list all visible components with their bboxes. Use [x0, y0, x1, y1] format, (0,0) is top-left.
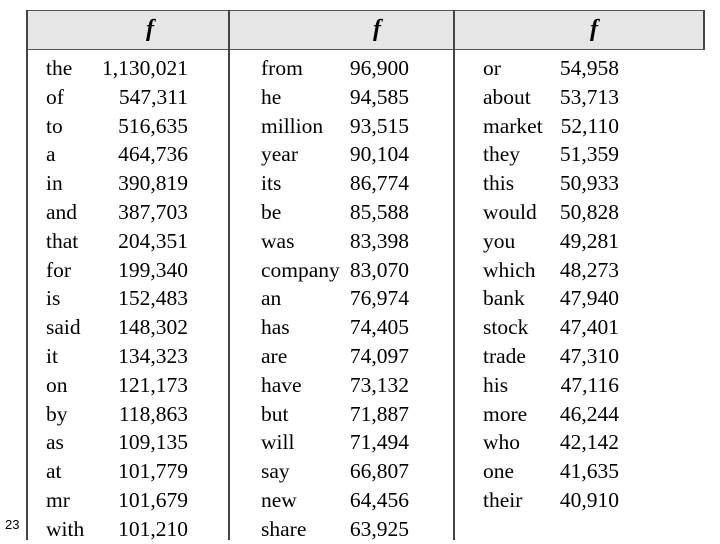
- frequency-cell: 42,142: [559, 430, 619, 455]
- word-cell: about: [483, 84, 531, 109]
- word-cell: by: [46, 401, 68, 426]
- word-cell: is: [46, 286, 61, 311]
- word-cell: has: [261, 315, 290, 340]
- word-cell: it: [46, 343, 58, 368]
- word-cell: to: [46, 113, 63, 138]
- word-cell: company: [261, 257, 340, 282]
- word-cell: a: [46, 142, 56, 167]
- frequency-cell: 76,974: [349, 286, 409, 311]
- column-divider: [453, 10, 455, 540]
- word-cell: will: [261, 430, 295, 455]
- frequency-cell: 199,340: [118, 257, 188, 282]
- frequency-cell: 63,925: [349, 516, 409, 541]
- frequency-cell: 86,774: [349, 171, 409, 196]
- column-divider: [228, 10, 230, 540]
- frequency-cell: 547,311: [118, 84, 188, 109]
- frequency-cell: 47,940: [559, 286, 619, 311]
- frequency-cell: 74,405: [349, 315, 409, 340]
- frequency-cell: 83,070: [349, 257, 409, 282]
- word-cell: they: [483, 142, 521, 167]
- frequency-cell: 148,302: [118, 315, 188, 340]
- word-cell: share: [261, 516, 307, 541]
- word-cell: new: [261, 487, 297, 512]
- word-cell: more: [483, 401, 528, 426]
- frequency-cell: 51,359: [559, 142, 619, 167]
- word-cell: that: [46, 228, 79, 253]
- frequency-cell: 387,703: [118, 199, 188, 224]
- frequency-cell: 101,779: [118, 459, 188, 484]
- word-cell: the: [46, 56, 73, 80]
- frequency-header: f: [590, 16, 598, 42]
- word-cell: trade: [483, 343, 526, 368]
- word-cell: their: [483, 487, 523, 512]
- word-cell: this: [483, 171, 515, 196]
- word-cell: bank: [483, 286, 525, 311]
- word-cell: are: [261, 343, 288, 368]
- word-cell: or: [483, 56, 501, 80]
- frequency-cell: 109,135: [118, 430, 188, 455]
- frequency-cell: 516,635: [118, 113, 188, 138]
- frequency-cell: 49,281: [559, 228, 619, 253]
- word-cell: said: [46, 315, 81, 340]
- frequency-cell: 73,132: [349, 372, 409, 397]
- word-cell: would: [483, 199, 537, 224]
- frequency-cell: 48,273: [559, 257, 619, 282]
- frequency-header: f: [146, 16, 154, 42]
- word-cell: which: [483, 257, 536, 282]
- word-cell: one: [483, 459, 515, 484]
- frequency-cell: 90,104: [349, 142, 409, 167]
- frequency-cell: 71,887: [349, 401, 409, 426]
- word-cell: for: [46, 257, 72, 282]
- word-cell: million: [261, 113, 324, 138]
- frequency-cell: 46,244: [559, 401, 619, 426]
- frequency-cell: 53,713: [559, 84, 619, 109]
- frequency-cell: 118,863: [118, 401, 188, 426]
- frequency-cell: 85,588: [349, 199, 409, 224]
- frequency-cell: 47,116: [560, 372, 619, 397]
- word-cell: as: [46, 430, 64, 455]
- word-cell: you: [483, 228, 516, 253]
- word-cell: an: [261, 286, 282, 311]
- word-cell: stock: [483, 315, 529, 340]
- frequency-cell: 47,310: [559, 343, 619, 368]
- word-cell: be: [261, 199, 282, 224]
- word-cell: with: [46, 516, 85, 541]
- word-cell: of: [46, 84, 64, 109]
- frequency-cell: 464,736: [118, 142, 188, 167]
- word-cell: but: [261, 401, 289, 426]
- word-cell: market: [483, 113, 543, 138]
- frequency-cell: 94,585: [349, 84, 409, 109]
- frequency-header: f: [373, 16, 381, 42]
- frequency-cell: 52,110: [560, 113, 619, 138]
- slide-number: 23: [5, 517, 20, 532]
- frequency-cell: 101,679: [118, 487, 188, 512]
- column-divider: [26, 10, 28, 540]
- frequency-cell: 204,351: [118, 228, 188, 253]
- frequency-cell: 71,494: [349, 430, 409, 455]
- frequency-cell: 134,323: [118, 343, 188, 368]
- frequency-cell: 96,900: [349, 56, 409, 80]
- word-cell: on: [46, 372, 68, 397]
- frequency-cell: 152,483: [118, 286, 188, 311]
- word-cell: and: [46, 199, 78, 224]
- word-cell: his: [483, 372, 509, 397]
- word-cell: was: [261, 228, 295, 253]
- frequency-cell: 40,910: [559, 487, 619, 512]
- frequency-cell: 47,401: [559, 315, 619, 340]
- frequency-cell: 1,130,021: [102, 56, 188, 80]
- word-cell: say: [261, 459, 290, 484]
- word-cell: who: [483, 430, 521, 455]
- word-cell: have: [261, 372, 302, 397]
- frequency-cell: 121,173: [118, 372, 188, 397]
- word-cell: mr: [46, 487, 70, 512]
- word-cell: at: [46, 459, 62, 484]
- frequency-cell: 93,515: [349, 113, 409, 138]
- frequency-cell: 41,635: [559, 459, 619, 484]
- table-header-band: [26, 10, 705, 50]
- frequency-cell: 50,933: [559, 171, 619, 196]
- word-cell: in: [46, 171, 63, 196]
- frequency-cell: 83,398: [349, 228, 409, 253]
- frequency-cell: 101,210: [118, 516, 188, 541]
- frequency-cell: 390,819: [118, 171, 188, 196]
- word-cell: its: [261, 171, 282, 196]
- word-cell: year: [261, 142, 298, 167]
- word-cell: he: [261, 84, 282, 109]
- frequency-cell: 74,097: [349, 343, 409, 368]
- frequency-cell: 50,828: [559, 199, 619, 224]
- frequency-cell: 66,807: [349, 459, 409, 484]
- frequency-cell: 64,456: [349, 487, 409, 512]
- frequency-cell: 54,958: [559, 56, 619, 80]
- word-cell: from: [261, 56, 303, 80]
